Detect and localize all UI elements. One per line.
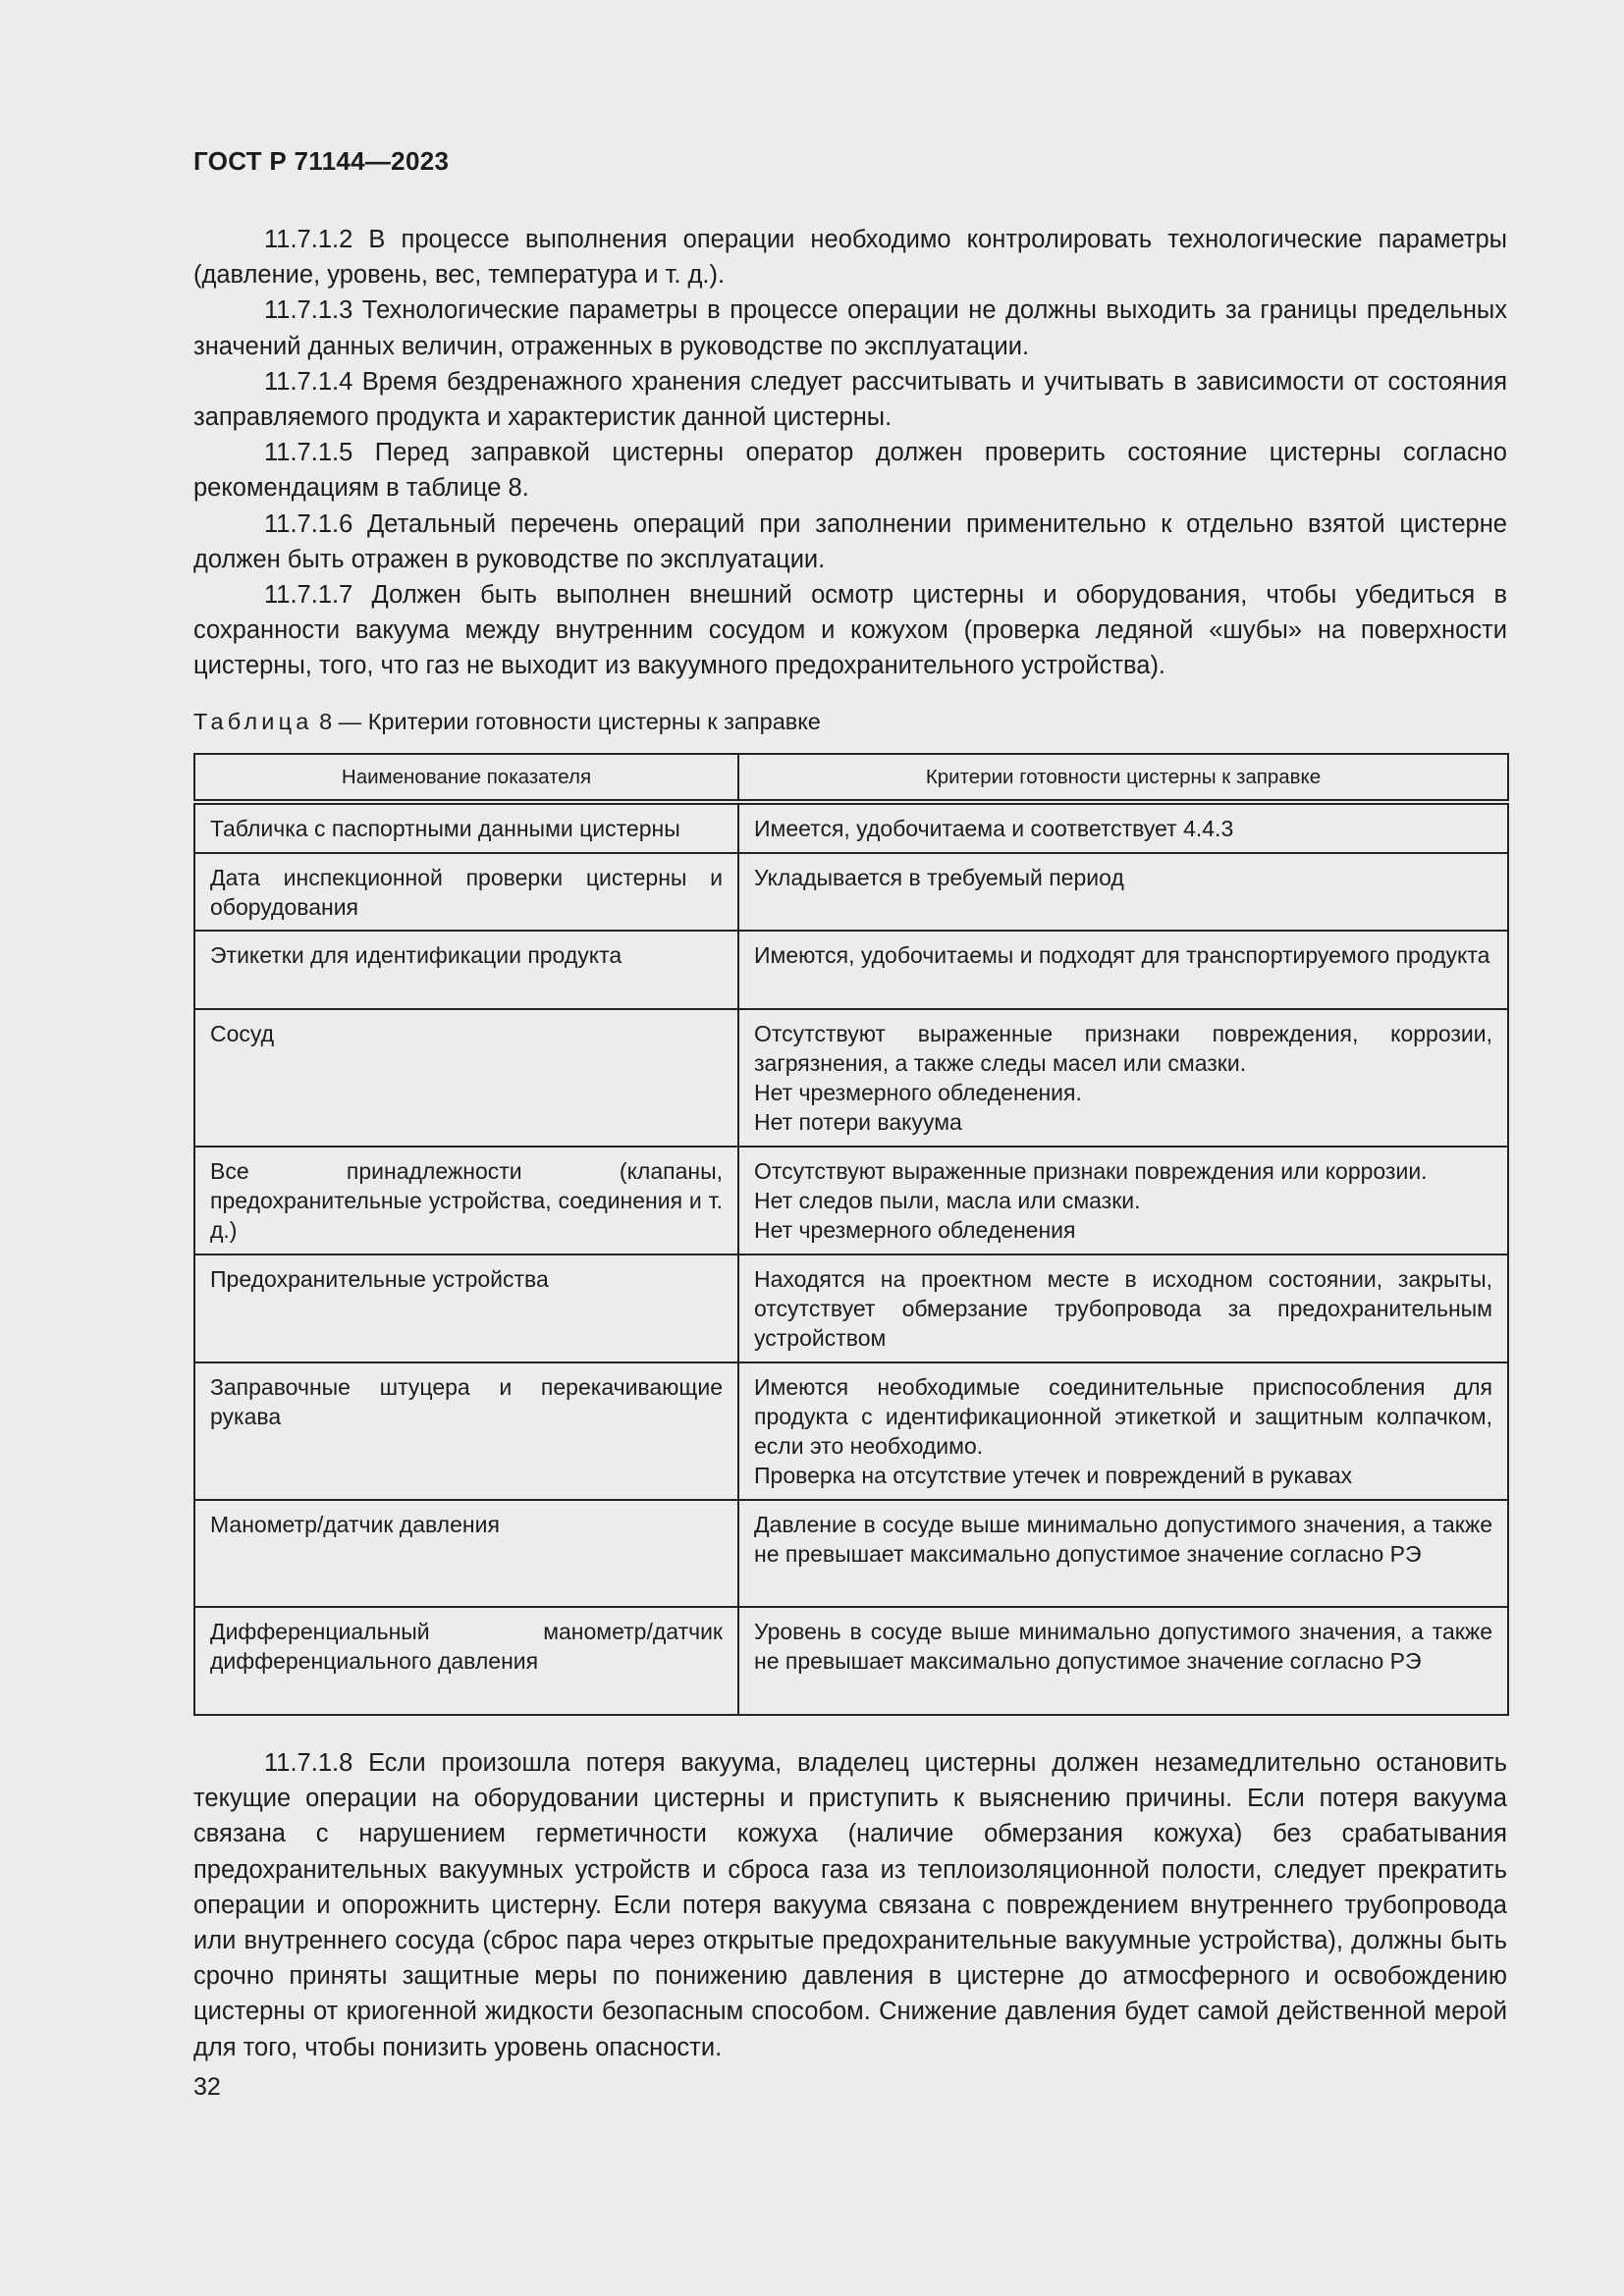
criteria-text: Давление в сосуде выше минимально допустимого значения, а также не превышает максимально допустимое значение согласно РЭ (754, 1512, 1492, 1567)
table-row (194, 1362, 1508, 1500)
column-header-criteria: Критерии готовности цистерны к заправке (738, 754, 1508, 802)
criteria-cell (738, 802, 1508, 853)
indicator-cell (194, 1500, 738, 1607)
criteria-text: Находятся на проектном месте в исходном состоянии, закрыты, отсутствует обмерзание трубопровода за предохранительным устройством (754, 1266, 1492, 1351)
indicator-text: Предохранительные устройства (210, 1266, 549, 1292)
indicator-cell (194, 1009, 738, 1147)
criteria-cell (738, 1500, 1508, 1607)
indicator-text: Заправочные штуцера и перекачивающие рукава (210, 1374, 723, 1429)
table-row (194, 1147, 1508, 1255)
indicator-text: Дифференциальный манометр/датчик дифференциального давления (210, 1619, 723, 1674)
indicator-text: Табличка с паспортными данными цистерны (210, 816, 680, 841)
criteria-cell (738, 1255, 1508, 1362)
paragraph-11-7-1-7: 11.7.1.7 Должен быть выполнен внешний осмотр цистерны и оборудования, чтобы убедиться в сохранности вакуума между внутренним сосудом и кожухом (проверка ледяной «шубы» на поверхности цистерны, того, что газ не выходит из вакуумного предохранительного устройства). (193, 581, 1507, 680)
table-caption (193, 709, 821, 735)
table-header-row (194, 754, 1508, 802)
paragraph-11-7-1-2: 11.7.1.2 В процессе выполнения операции необходимо контролировать технологические параметры (давление, уровень, вес, температура и т. д.). (193, 226, 1507, 290)
criteria-cell (738, 853, 1508, 931)
paragraph-11-7-1-4: 11.7.1.4 Время бездренажного хранения следует рассчитывать и учитывать в зависимости от состояния заправляемого продукта и характеристик данной цистерны. (193, 367, 1507, 432)
column-header-indicator: Наименование показателя (194, 754, 738, 802)
table-row (194, 802, 1508, 853)
criteria-text: Отсутствуют выраженные признаки повреждения или коррозии. Нет следов пыли, масла или смазки. Нет чрезмерного обледенения (754, 1158, 1428, 1243)
page-number: 32 (193, 2073, 221, 2101)
table-row (194, 853, 1508, 931)
table-row (194, 1500, 1508, 1607)
criteria-text: Имеются необходимые соединительные приспособления для продукта с идентификационной этикеткой и защитным колпачком, если это необходимо. Проверка на отсутствие утечек и повреждений в рукавах (754, 1374, 1492, 1488)
indicator-cell (194, 931, 738, 1009)
paragraph-11-7-1-5: 11.7.1.5 Перед заправкой цистерны оператор должен проверить состояние цистерны согласно рекомендациям в таблице 8. (193, 439, 1507, 503)
criteria-cell (738, 931, 1508, 1009)
criteria-text: Уровень в сосуде выше минимально допустимого значения, а также не превышает максимально допустимое значение согласно РЭ (754, 1619, 1492, 1674)
indicator-text: Манометр/датчик давления (210, 1512, 500, 1537)
paragraph-11-7-1-6: 11.7.1.6 Детальный перечень операций при заполнении применительно к отдельно взятой цистерне должен быть отражен в руководстве по эксплуатации. (193, 509, 1507, 573)
criteria-text: Имеется, удобочитаема и соответствует 4.4.3 (754, 816, 1234, 841)
paragraph-11-7-1-8: 11.7.1.8 Если произошла потеря вакуума, владелец цистерны должен незамедлительно остановить текущие операции на оборудовании цистерны и приступить к выяснению причины. Если потеря вакуума связана с нарушением герметичности кожуха (наличие обмерзания кожуха) без срабатывания предохранительных вакуумных устройств и сброса газа из теплоизоляционной полости, следует прекратить операции и опорожнить цистерну. Если потеря вакуума связана с повреждением внутреннего трубопровода или внутреннего сосуда (сброс пара через открытые предохранительные вакуумные устройства), должны быть срочно приняты защитные меры по понижению давления в цистерне до атмосферного и освобождению цистерны от криогенной жидкости безопасным способом. Снижение давления будет самой действенной мерой для того, чтобы понизить уровень опасности. (193, 1749, 1507, 2061)
indicator-text: Дата инспекционной проверки цистерны и оборудования (210, 865, 723, 920)
indicator-text: Сосуд (210, 1021, 275, 1046)
indicator-cell (194, 853, 738, 931)
criteria-cell (738, 1362, 1508, 1500)
indicator-cell (194, 1255, 738, 1362)
table-row (194, 1009, 1508, 1147)
criteria-table (193, 753, 1509, 1716)
body-text-top (193, 222, 1507, 684)
table-row (194, 1607, 1508, 1715)
table-row (194, 931, 1508, 1009)
table-caption-label: Таблица (193, 709, 313, 734)
table-caption-text: 8 — Критерии готовности цистерны к заправке (312, 709, 821, 734)
indicator-text: Все принадлежности (клапаны, предохранительные устройства, соединения и т. д.) (210, 1158, 723, 1243)
indicator-text: Этикетки для идентификации продукта (210, 942, 623, 968)
table-row (194, 1255, 1508, 1362)
document-code: ГОСТ Р 71144—2023 (193, 146, 450, 176)
paragraph-11-7-1-3: 11.7.1.3 Технологические параметры в процессе операции не должны выходить за границы предельных значений данных величин, отраженных в руководстве по эксплуатации. (193, 296, 1507, 360)
criteria-cell (738, 1009, 1508, 1147)
criteria-cell (738, 1147, 1508, 1255)
criteria-cell (738, 1607, 1508, 1715)
body-text-bottom (193, 1745, 1507, 2065)
indicator-cell (194, 802, 738, 853)
indicator-cell (194, 1607, 738, 1715)
indicator-cell (194, 1362, 738, 1500)
indicator-cell (194, 1147, 738, 1255)
criteria-text: Отсутствуют выраженные признаки повреждения, коррозии, загрязнения, а также следы масел или смазки. Нет чрезмерного обледенения. Нет потери вакуума (754, 1021, 1492, 1135)
criteria-text: Укладывается в требуемый период (754, 865, 1124, 890)
criteria-text: Имеются, удобочитаемы и подходят для транспортируемого продукта (754, 942, 1490, 968)
